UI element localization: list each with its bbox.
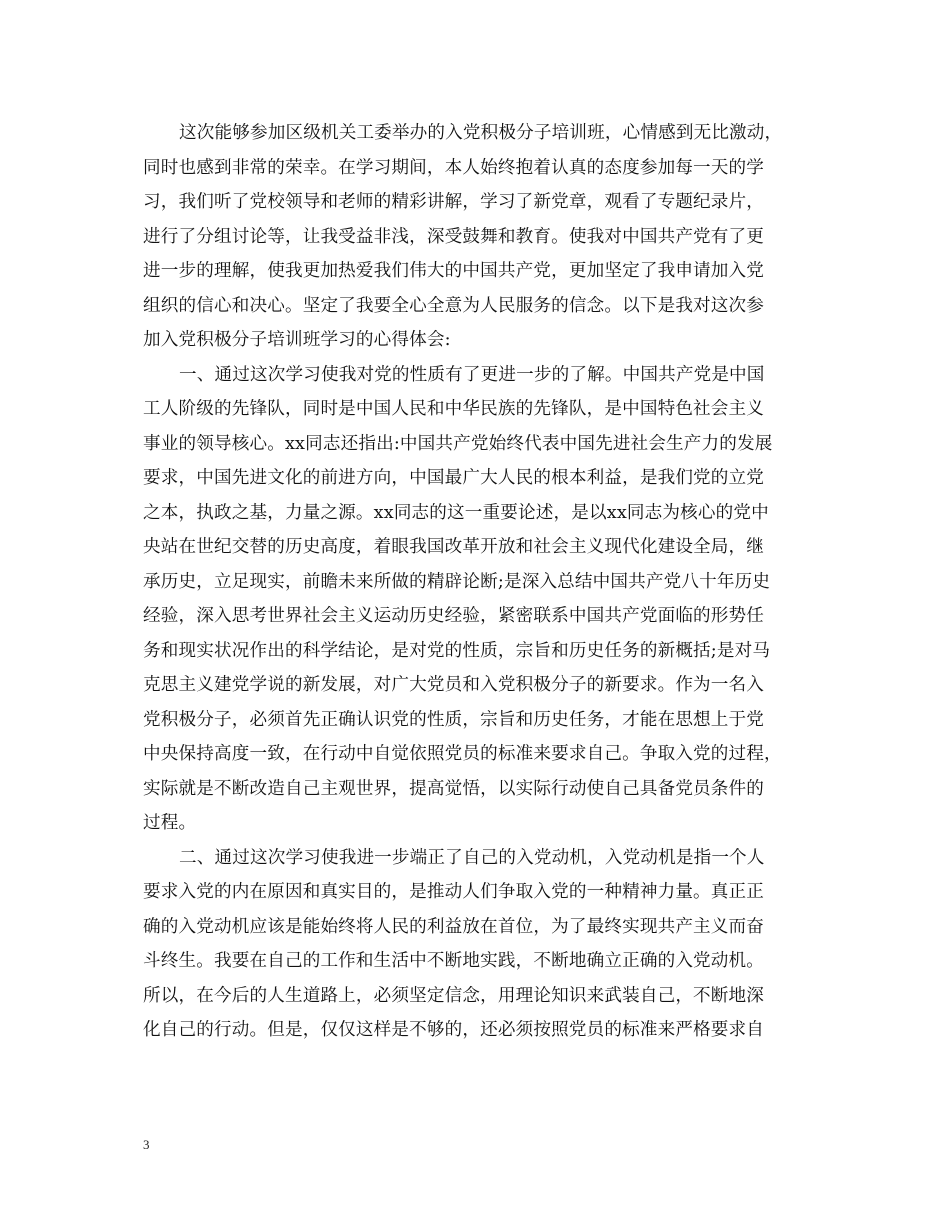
text-line: 进一步的理解，使我更加热爱我们伟大的中国共产党，更加坚定了我申请加入党 <box>143 261 765 281</box>
text-line: 所以，在今后的人生道路上，必须坚定信念，用理论知识来武装自己，不断地深 <box>143 985 765 1006</box>
text-line: 中央保持高度一致，在行动中自觉依照党员的标准来要求自己。争取入党的过程， <box>143 744 782 764</box>
text-line: 组织的信心和决心。坚定了我要全心全意为人民服务的信念。以下是我对这次参 <box>143 295 765 316</box>
text-line: 进行了分组讨论等，让我受益非浅，深受鼓舞和教育。使我对中国共产党有了更 <box>143 226 765 247</box>
text-line: 二、通过这次学习使我进一步端正了自己的入党动机，入党动机是指一个人 <box>179 847 765 868</box>
text-line: 工人阶级的先锋队，同时是中国人民和中华民族的先锋队，是中国特色社会主义 <box>143 399 765 419</box>
text-line: 要求，中国先进文化的前进方向，中国最广大人民的根本利益，是我们党的立党 <box>143 468 765 488</box>
text-line: 要求入党的内在原因和真实目的，是推动人们争取入党的一种精神力量。真正正 <box>143 882 765 902</box>
body-text <box>143 116 833 1048</box>
text-line: 承历史，立足现实，前瞻未来所做的精辟论断;是深入总结中国共产党八十年历史 <box>143 571 771 592</box>
text-line: 斗终生。我要在自己的工作和生活中不断地实践，不断地确立正确的入党动机。 <box>143 951 765 971</box>
text-line: 加入党积极分子培训班学习的心得体会: <box>143 330 451 350</box>
text-line: 实际就是不断改造自己主观世界，提高觉悟，以实际行动使自己具备党员条件的 <box>143 778 765 799</box>
text-line: 克思主义建党学说的新发展，对广大党员和入党积极分子的新要求。作为一名入 <box>143 675 765 695</box>
text-line: 习，我们听了党校领导和老师的精彩讲解，学习了新党章，观看了专题纪录片， <box>143 192 765 212</box>
text-line: 化自己的行动。但是，仅仅这样是不够的，还必须按照党员的标准来严格要求自 <box>143 1020 765 1040</box>
text-line: 过程。 <box>143 813 197 833</box>
text-line: 事业的领导核心。xx同志还指出:中国共产党始终代表中国先进社会生产力的发展 <box>143 433 773 454</box>
text-line: 务和现实状况作出的科学结论，是对党的性质，宗旨和历史任务的新概括;是对马 <box>143 640 771 661</box>
page-number: 3 <box>143 1137 150 1152</box>
text-line: 同时也感到非常的荣幸。在学习期间，本人始终抱着认真的态度参加每一天的学 <box>143 157 765 178</box>
text-line: 一、通过这次学习使我对党的性质有了更进一步的了解。中国共产党是中国 <box>179 364 765 385</box>
text-line: 这次能够参加区级机关工委举办的入党积极分子培训班，心情感到无比激动， <box>179 123 783 143</box>
text-line: 党积极分子，必须首先正确认识党的性质，宗旨和历史任务，才能在思想上于党 <box>143 709 765 730</box>
text-line: 央站在世纪交替的历史高度，着眼我国改革开放和社会主义现代化建设全局，继 <box>143 537 765 557</box>
text-line: 确的入党动机应该是能始终将人民的利益放在首位，为了最终实现共产主义而奋 <box>143 916 765 937</box>
text-line: 经验，深入思考世界社会主义运动历史经验，紧密联系中国共产党面临的形势任 <box>143 606 765 626</box>
text-line: 之本，执政之基，力量之源。xx同志的这一重要论述，是以xx同志为核心的党中 <box>143 502 769 523</box>
